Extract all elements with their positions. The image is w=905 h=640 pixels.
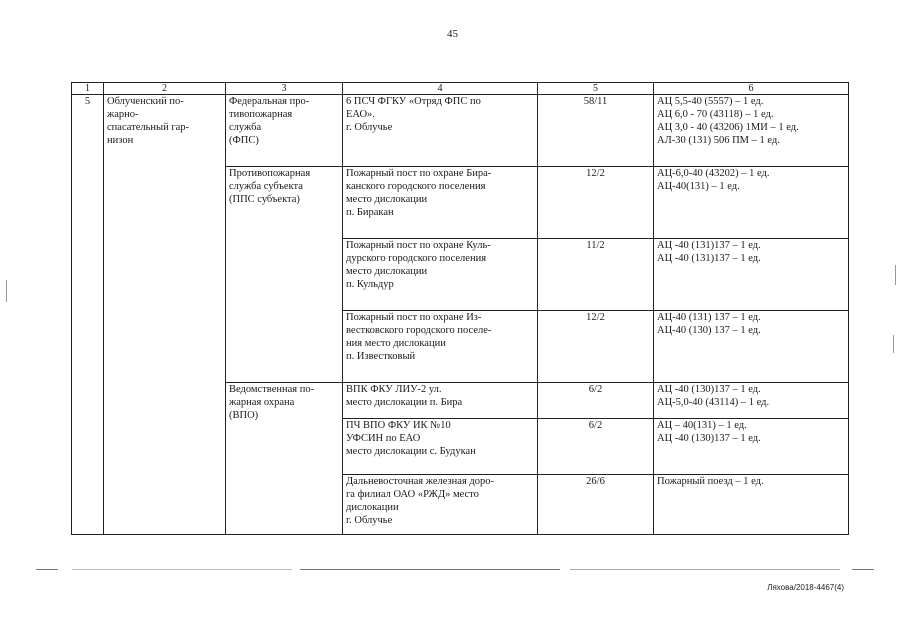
cell-text-line: АЦ -40 (131)137 – 1 ед. xyxy=(657,240,761,251)
cell-text-line: Облученский по- xyxy=(107,96,184,107)
cell-text-line: место дислокации п. Бира xyxy=(346,397,463,408)
equipment-list xyxy=(654,95,849,167)
staff-count: 6/2 xyxy=(538,419,654,475)
cell-text-line: ПЧ ВПО ФКУ ИК №10 xyxy=(346,420,451,431)
cell-text-line: место дислокации xyxy=(346,194,428,205)
unit-name xyxy=(343,311,538,383)
cell-text-line: вестковского городского поселе- xyxy=(346,325,492,336)
service-type xyxy=(226,167,343,383)
cell-text-line: АЦ 3,0 - 40 (43206) 1МИ – 1 ед. xyxy=(657,122,799,133)
unit-name xyxy=(343,167,538,239)
cell-text-line: Пожарный пост по охране Из- xyxy=(346,312,482,323)
unit-name xyxy=(343,419,538,475)
scan-artifact-line xyxy=(36,569,58,570)
cell-text-line: п. Кульдур xyxy=(346,279,394,290)
cell-text-line: АЦ -40 (130)137 – 1 ед. xyxy=(657,384,761,395)
fire-garrison-table xyxy=(71,82,849,535)
column-header: 1 xyxy=(72,83,104,95)
cell-text-line: УФСИН по ЕАО xyxy=(346,433,421,444)
staff-count: 12/2 xyxy=(538,167,654,239)
document-footer-code: Ляхова/2018-4467(4) xyxy=(767,583,844,592)
cell-text-line: канского городского поселения xyxy=(346,181,486,192)
equipment-list xyxy=(654,475,849,535)
unit-name xyxy=(343,383,538,419)
cell-text-line: Федеральная про- xyxy=(229,96,310,107)
scan-artifact-mark xyxy=(895,265,896,285)
unit-name xyxy=(343,239,538,311)
cell-text-line: (ППС субъекта) xyxy=(229,194,300,205)
cell-text-line: место дислокации xyxy=(346,266,428,277)
staff-count: 26/6 xyxy=(538,475,654,535)
cell-text-line: Пожарный пост по охране Куль- xyxy=(346,240,491,251)
unit-name xyxy=(343,475,538,535)
cell-text-line: АЦ-40(131) – 1 ед. xyxy=(657,181,740,192)
scan-artifact-mark xyxy=(6,280,7,302)
cell-text-line: га филиал ОАО «РЖД» место xyxy=(346,489,479,500)
cell-text-line: низон xyxy=(107,135,134,146)
cell-text-line: (ВПО) xyxy=(229,410,259,421)
equipment-list xyxy=(654,239,849,311)
cell-text-line: АЦ 5,5-40 (5557) – 1 ед. xyxy=(657,96,764,107)
column-header: 6 xyxy=(654,83,849,95)
equipment-list xyxy=(654,383,849,419)
cell-text-line: спасательный гар- xyxy=(107,122,190,133)
cell-text-line: Противопожарная xyxy=(229,168,311,179)
cell-text-line: ЕАО». xyxy=(346,109,375,120)
staff-count: 6/2 xyxy=(538,383,654,419)
cell-text-line: г. Облучье xyxy=(346,515,393,526)
staff-count: 58/11 xyxy=(538,95,654,167)
equipment-list xyxy=(654,419,849,475)
cell-text-line: 6 ПСЧ ФГКУ «Отряд ФПС по xyxy=(346,96,481,107)
cell-text-line: Ведомственная по- xyxy=(229,384,315,395)
table-body xyxy=(72,95,849,535)
cell-text-line: служба xyxy=(229,122,262,133)
cell-text-line: АЦ-40 (130) 137 – 1 ед. xyxy=(657,325,761,336)
staff-count: 12/2 xyxy=(538,311,654,383)
cell-text-line: дурского городского поселения xyxy=(346,253,487,264)
column-header: 5 xyxy=(538,83,654,95)
cell-text-line: АЛ-30 (131) 506 ПМ – 1 ед. xyxy=(657,135,780,146)
column-number-row xyxy=(72,83,849,95)
cell-text-line: п. Известковый xyxy=(346,351,416,362)
cell-text-line: (ФПС) xyxy=(229,135,259,146)
scan-artifact-line xyxy=(72,569,292,570)
scan-artifact-line xyxy=(852,569,874,570)
staff-count: 11/2 xyxy=(538,239,654,311)
cell-text-line: п. Биракан xyxy=(346,207,394,218)
column-header: 4 xyxy=(343,83,538,95)
scan-artifact-line xyxy=(300,569,560,570)
unit-name xyxy=(343,95,538,167)
garrison-number: 5 xyxy=(72,95,104,535)
cell-text-line: АЦ-40 (131) 137 – 1 ед. xyxy=(657,312,761,323)
cell-text-line: Пожарный поезд – 1 ед. xyxy=(657,476,764,487)
garrison-name xyxy=(104,95,226,535)
cell-text-line: АЦ -40 (131)137 – 1 ед. xyxy=(657,253,761,264)
cell-text-line: ния место дислокации xyxy=(346,338,446,349)
cell-text-line: АЦ 6,0 - 70 (43118) – 1 ед. xyxy=(657,109,774,120)
cell-text-line: АЦ-6,0-40 (43202) – 1 ед. xyxy=(657,168,770,179)
cell-text-line: тивопожарная xyxy=(229,109,293,120)
cell-text-line: дислокации xyxy=(346,502,399,513)
cell-text-line: жарно- xyxy=(107,109,139,120)
column-header: 2 xyxy=(104,83,226,95)
cell-text-line: АЦ-5,0-40 (43114) – 1 ед. xyxy=(657,397,770,408)
cell-text-line: ВПК ФКУ ЛИУ-2 ул. xyxy=(346,384,442,395)
scan-artifact-line xyxy=(570,569,840,570)
column-header: 3 xyxy=(226,83,343,95)
equipment-list xyxy=(654,311,849,383)
cell-text-line: Дальневосточная железная доро- xyxy=(346,476,494,487)
cell-text-line: г. Облучье xyxy=(346,122,393,133)
cell-text-line: жарная охрана xyxy=(229,397,295,408)
cell-text-line: служба субъекта xyxy=(229,181,303,192)
equipment-list xyxy=(654,167,849,239)
cell-text-line: место дислокации с. Будукан xyxy=(346,446,476,457)
cell-text-line: Пожарный пост по охране Бира- xyxy=(346,168,492,179)
table-row xyxy=(72,95,849,167)
cell-text-line: АЦ – 40(131) – 1 ед. xyxy=(657,420,747,431)
page-number: 45 xyxy=(447,28,458,40)
service-type xyxy=(226,95,343,167)
scan-artifact-mark xyxy=(893,335,894,353)
service-type xyxy=(226,383,343,535)
cell-text-line: АЦ -40 (130)137 – 1 ед. xyxy=(657,433,761,444)
